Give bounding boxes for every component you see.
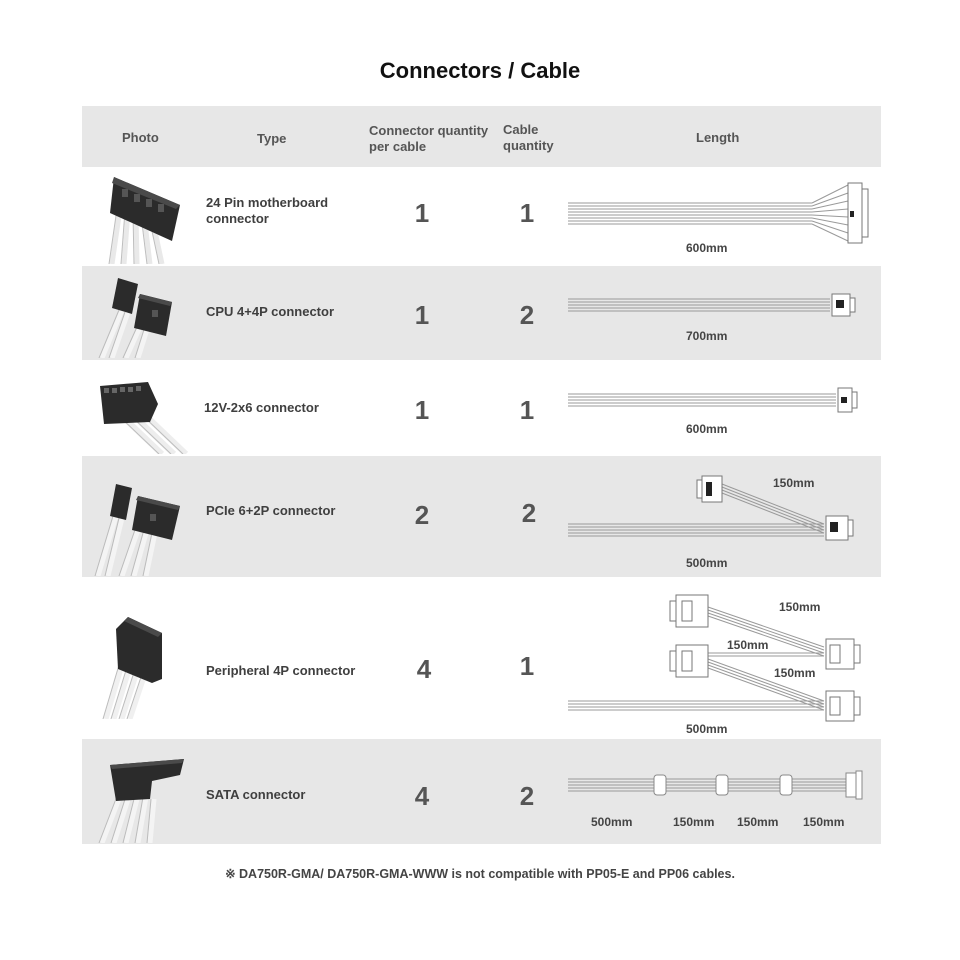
table-row-24pin	[82, 167, 881, 266]
header-cable-qty-line2: quantity	[503, 138, 554, 153]
length-peripheral-branch3: 150mm	[774, 666, 816, 680]
length-sata-seg3: 150mm	[803, 815, 845, 829]
header-photo: Photo	[122, 130, 159, 145]
header-type: Type	[257, 131, 287, 146]
cable-qty-sata: 2	[519, 781, 535, 811]
sata-connector-photo	[92, 747, 192, 843]
length-12v: 600mm	[686, 422, 728, 436]
table-row-cpu	[82, 266, 881, 360]
connector-qty-12v: 1	[414, 395, 430, 425]
header-cable-qty-line1: Cable	[503, 122, 539, 137]
page-title: Connectors / Cable	[379, 58, 581, 83]
length-sata-seg1: 150mm	[673, 815, 715, 829]
type-12v: 12V-2x6 connector	[204, 400, 319, 415]
24pin-connector-photo	[92, 169, 192, 264]
header-connector-qty-line2: per cable	[369, 139, 427, 154]
cable-qty-pcie: 2	[521, 498, 537, 528]
pcie-cable-diagram	[562, 468, 881, 548]
length-cpu: 700mm	[686, 329, 728, 343]
header-length: Length	[696, 130, 740, 145]
header-connector-qty-line1: Connector quantity	[369, 123, 489, 138]
table-header	[82, 106, 881, 167]
sata-cable-diagram	[562, 761, 881, 807]
connector-qty-peripheral: 4	[416, 654, 432, 684]
connector-qty-sata: 4	[414, 781, 430, 811]
24pin-cable-diagram	[562, 175, 881, 245]
length-pcie-main: 500mm	[686, 556, 728, 570]
length-peripheral-main: 500mm	[686, 722, 728, 736]
cpu-connector-photo	[92, 270, 192, 358]
length-pcie-branch: 150mm	[773, 476, 815, 490]
connector-qty-pcie: 2	[414, 500, 430, 530]
table-row-12v	[82, 360, 881, 456]
table-row-pcie	[82, 456, 881, 577]
length-sata-main: 500mm	[591, 815, 633, 829]
connector-qty-cpu: 1	[414, 300, 430, 330]
12v-cable-diagram	[562, 382, 881, 422]
table-row-peripheral	[82, 577, 881, 739]
length-peripheral-branch2: 150mm	[727, 638, 769, 652]
cable-qty-cpu: 2	[519, 300, 535, 330]
length-24pin: 600mm	[686, 241, 728, 255]
type-pcie: PCIe 6+2P connector	[206, 503, 336, 518]
peripheral-connector-photo	[92, 609, 192, 719]
length-sata-seg2: 150mm	[737, 815, 779, 829]
12v-connector-photo	[92, 366, 192, 454]
cpu-cable-diagram	[562, 286, 881, 326]
cable-qty-peripheral: 1	[519, 651, 535, 681]
peripheral-cable-diagram	[562, 585, 881, 725]
compatibility-note: ※ DA750R-GMA/ DA750R-GMA-WWW is not compatible with PP05-E and PP06 cables.	[225, 867, 735, 881]
type-sata: SATA connector	[206, 787, 306, 802]
type-24pin-line1: 24 Pin motherboard	[206, 195, 329, 210]
pcie-connector-photo	[92, 466, 192, 576]
connector-qty-24pin: 1	[414, 198, 430, 228]
type-24pin-line2: connector	[206, 211, 269, 226]
type-peripheral: Peripheral 4P connector	[206, 663, 356, 678]
cable-qty-12v: 1	[519, 395, 535, 425]
type-cpu: CPU 4+4P connector	[206, 304, 335, 319]
table-row-sata	[82, 739, 881, 844]
length-peripheral-branch1: 150mm	[779, 600, 821, 614]
cable-qty-24pin: 1	[519, 198, 535, 228]
